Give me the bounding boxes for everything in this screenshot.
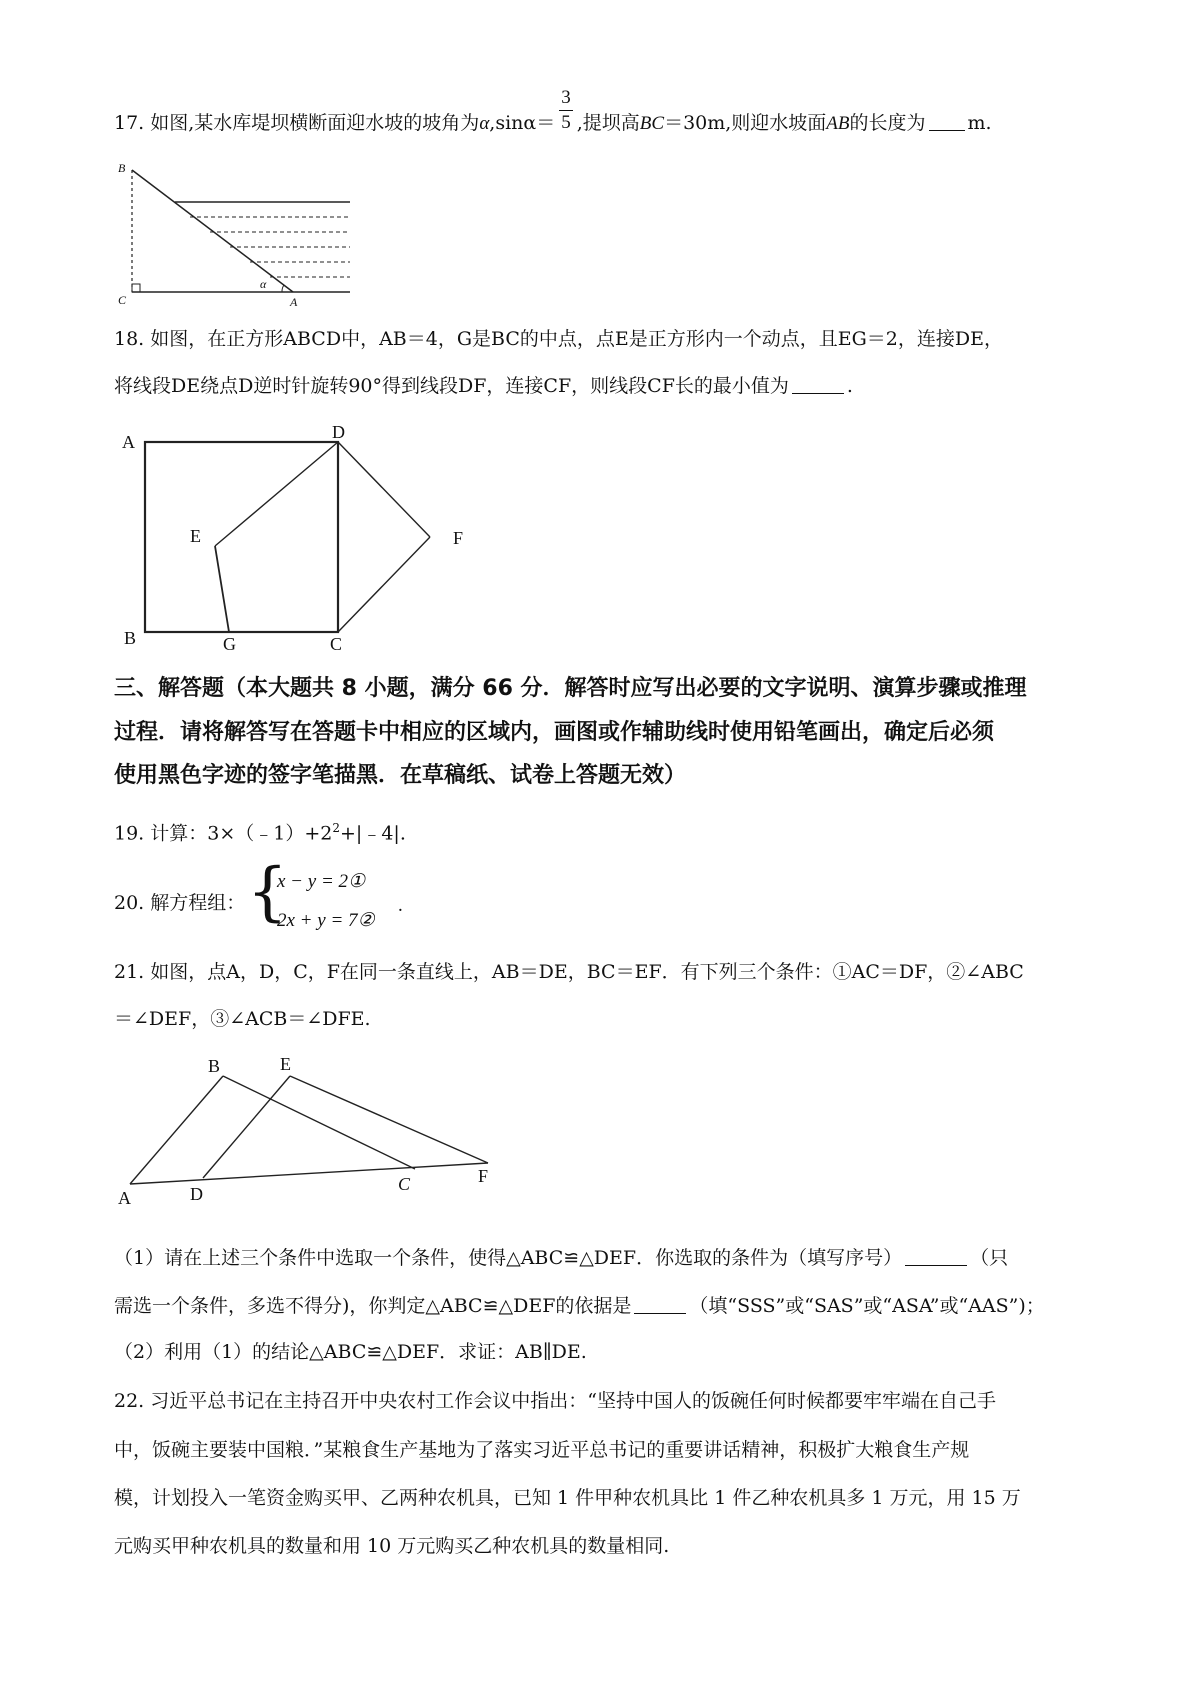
q21-part1-line2: 需选一个条件，多选不得分)，你判定△ABC≌△DEF的依据是 （填“SSS”或“SAS”或“ASA”或“AAS”)；: [114, 1295, 1045, 1317]
q21-line2: ＝∠DEF，③∠ACB＝∠DFE.: [114, 1008, 371, 1030]
q21-label-F: F: [478, 1166, 489, 1186]
q18-line2: 将线段DE绕点D逆时针旋转90°得到线段DF，连接CF，则线段CF长的最小值为 .: [114, 375, 853, 397]
q18-square-figure: [110, 420, 470, 660]
q17-label-alpha: α: [260, 277, 267, 291]
q20-brace: {: [247, 855, 288, 929]
q21-label-E: E: [280, 1054, 291, 1074]
q17-label-A: A: [290, 295, 298, 308]
q18-label-D: D: [332, 422, 345, 442]
q18-line1: 18. 如图，在正方形ABCD中，AB＝4，G是BC的中点，点E是正方形内一个动点，且EG＝2，连接DE，: [114, 328, 1003, 350]
q21-basis-blank[interactable]: [634, 1293, 686, 1314]
q17-text: 17. 如图,某水库堤坝横断面迎水坡的坡角为α,sinα＝ $\frac{3}{5}$ ,提坝高BC＝30m,则迎水坡面AB的长度为 m.: [114, 86, 992, 134]
section3-heading-line2: 过程．请将解答写在答题卡中相应的区域内，画图或作辅助线时使用铅笔画出，确定后必须: [114, 720, 995, 745]
q21-label-C: C: [398, 1174, 411, 1194]
q21-label-D: D: [190, 1184, 203, 1204]
q22-line3: 模，计划投入一笔资金购买甲、乙两种农机具，已知 1 件甲种农机具比 1 件乙种农机具多 1 万元，用 15 万: [114, 1487, 1021, 1509]
q18-label-F: F: [453, 528, 464, 548]
q17-dam-figure: [110, 158, 360, 308]
q22-line1: 22. 习近平总书记在主持召开中央农村工作会议中指出：“坚持中国人的饭碗任何时候都要牢牢端在自己手: [114, 1390, 996, 1412]
q21-label-A: A: [118, 1188, 131, 1208]
q18-label-C: C: [330, 634, 343, 654]
q17-label-B: B: [118, 161, 126, 175]
q18-answer-blank[interactable]: [792, 373, 844, 394]
q21-condition-blank[interactable]: [905, 1245, 967, 1266]
q21-part1-line1: （1）请在上述三个条件中选取一个条件，使得△ABC≌△DEF．你选取的条件为（填写序号） （只: [114, 1247, 1009, 1269]
q18-label-G: G: [223, 634, 236, 654]
section3-heading-line1: 三、解答题（本大题共 8 小题，满分 66 分．解答时应写出必要的文字说明、演算步骤或推理: [114, 676, 1027, 701]
q22-line2: 中，饭碗主要装中国粮．”某粮食生产基地为了落实习近平总书记的重要讲话精神，积极扩大粮食生产规: [114, 1439, 970, 1461]
q22-line4: 元购买甲种农机具的数量和用 10 万元购买乙种农机具的数量相同.: [114, 1535, 670, 1557]
q21-label-B: B: [208, 1056, 221, 1076]
q18-label-B: B: [124, 628, 137, 648]
q21-line1: 21. 如图，点A，D，C，F在同一条直线上，AB＝DE，BC＝EF．有下列三个条件：①AC＝DF，②∠ABC: [114, 961, 1024, 983]
q20-text: 20. 解方程组：: [114, 892, 246, 914]
q21-part2: （2）利用（1）的结论△ABC≌△DEF．求证：AB∥DE.: [114, 1341, 587, 1363]
q18-label-E: E: [190, 526, 201, 546]
q21-triangles-figure: [110, 1050, 510, 1210]
q20-eq2: 2x + y = 7②: [277, 910, 375, 931]
q20-end: .: [398, 895, 403, 916]
q18-label-A: A: [122, 432, 135, 452]
q19-text: 19. 计算：$3\times(﹣1)+2^2+|﹣4|$.: [114, 821, 406, 845]
fraction-3-5: $\frac{3}{5}$: [561, 86, 571, 133]
q20-eq1: x − y = 2①: [277, 871, 366, 892]
section3-heading-line3: 使用黑色字迹的签字笔描黑．在草稿纸、试卷上答题无效）: [114, 763, 687, 788]
q17-label-C: C: [118, 293, 127, 307]
q17-answer-blank[interactable]: [929, 110, 965, 131]
